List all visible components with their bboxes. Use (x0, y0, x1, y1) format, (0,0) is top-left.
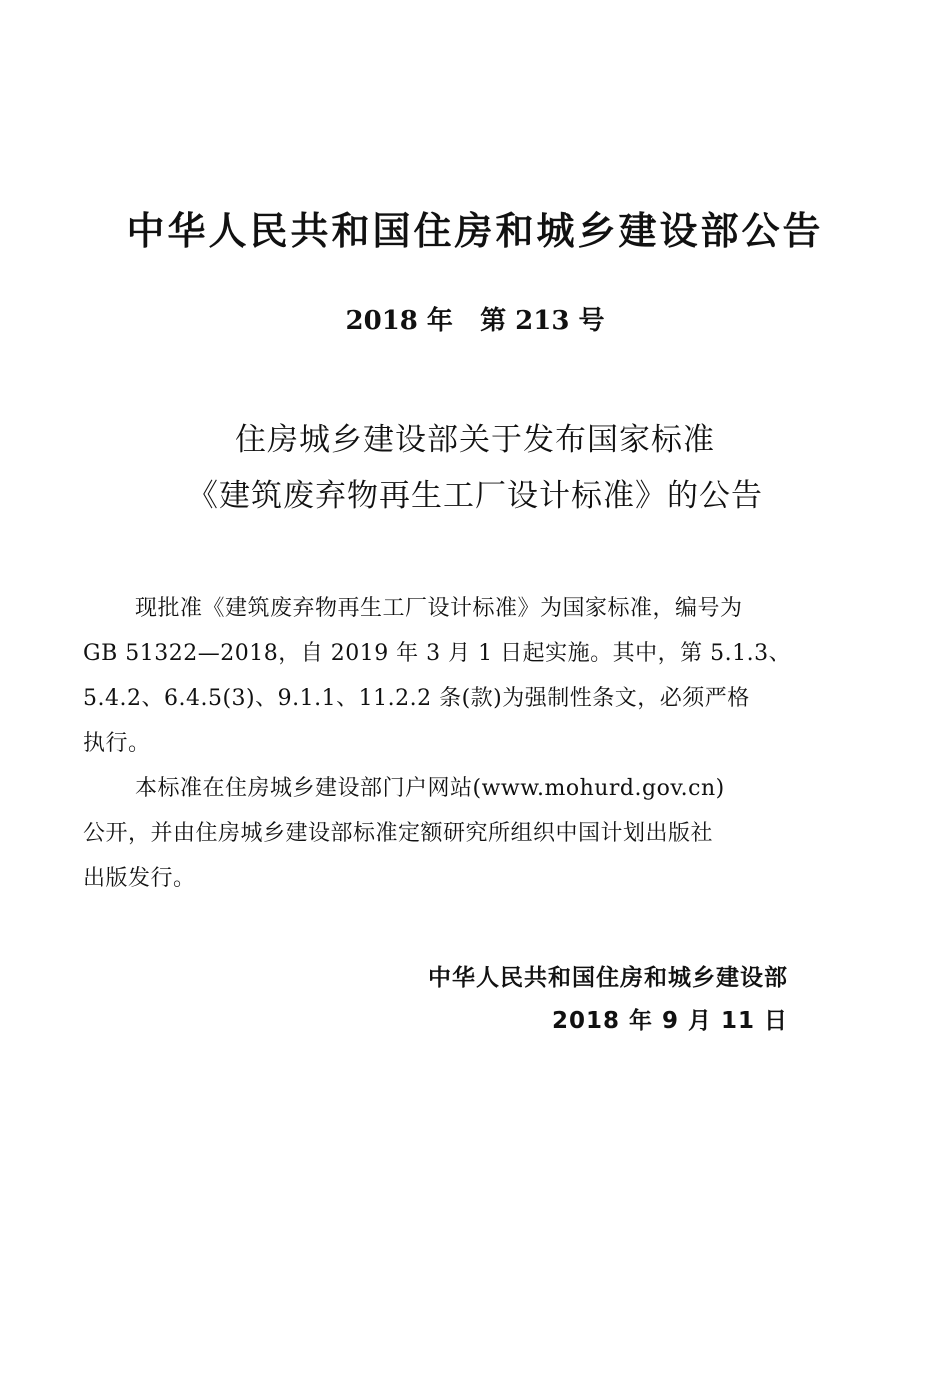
body-line-2: GB 51322—2018，自 2019 年 3 月 1 日起实施。其中，第 5.1.3、 (83, 641, 792, 666)
body-line-3: 5.4.2、6.4.5(3)、9.1.1、11.2.2 条(款)为强制性条文，必须严格 (83, 686, 750, 711)
agency-title: 中华人民共和国住房和城乡建设部公告 (126, 209, 824, 253)
body-line-4: 执行。 (83, 731, 151, 756)
body-line-7: 出版发行。 (83, 866, 196, 891)
signature-date: 2018 年 9 月 11 日 (551, 1008, 788, 1034)
notice-title-line-2: 《建筑废弃物再生工厂设计标准》的公告 (187, 478, 763, 514)
body-line-5: 本标准在住房城乡建设部门户网站(www.mohurd.gov.cn) (135, 776, 725, 801)
issue-number: 2018 年 第 213 号 (345, 306, 605, 336)
body-line-1: 现批准《建筑废弃物再生工厂设计标准》为国家标准，编号为 (135, 596, 743, 621)
body-line-6: 公开，并由住房城乡建设部标准定额研究所组织中国计划出版社 (83, 821, 714, 846)
notice-title-line-1: 住房城乡建设部关于发布国家标准 (235, 422, 715, 458)
signature-organization: 中华人民共和国住房和城乡建设部 (428, 965, 788, 991)
